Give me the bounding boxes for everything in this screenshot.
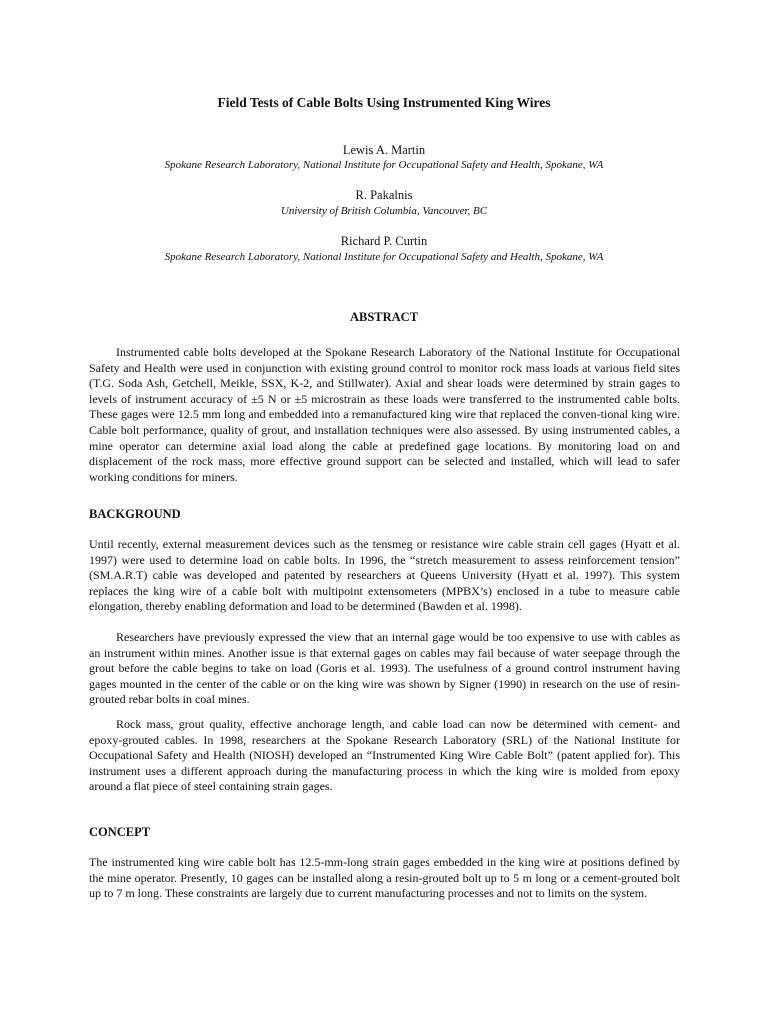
background-heading: BACKGROUND (89, 507, 181, 521)
author-affiliation-2: University of British Columbia, Vancouver, BC (280, 205, 488, 217)
abstract-text: Instrumented cable bolts developed at the Spokane Research Laboratory of the National Institute for Occupational Safety and Health were used in conjunction with existing ground control to monitor rock mass loads at various field sites (T.G. Soda Ash, Getchell, Meikle, SSX, K-2, and Stillwater). Axial and shear loads were determined by strain gages to levels of instrument accuracy of ±5 N or ±5 microstrain as these loads were transferred to the instrumented cable bolts. These gages were 12.5 mm long and embedded into a remanufactured king wire that replaced the conven-tional king wire. Cable bolt performance, quality of grout, and installation techniques were also assessed. By using instrumented cables, a mine operator can determine axial load along the cable at predefined gage locations. By monitoring load on and displacement of the rock mass, more effective ground support can be selected and installed, which will lead to safer working conditions for miners. (89, 345, 680, 484)
author-name-3: Richard P. Curtin (340, 234, 428, 248)
author-name-2: R. Pakalnis (355, 188, 413, 202)
background-paragraph-3: Rock mass, grout quality, effective anchorage length, and cable load can now be determined with cement- and epoxy-grouted cables. In 1998, researchers at the Spokane Research Laboratory (SRL) of the National Institute for Occupational Safety and Health (NIOSH) developed an “Instrumented King Wire Cable Bolt” (patent applied for). This instrument uses a different approach during the manufacturing process in which the king wire is molded from epoxy around a flat piece of steel containing strain gages. (89, 717, 680, 794)
background-paragraph-2: Researchers have previously expressed the view that an internal gage would be too expensive to use with cables as an instrument within mines. Another issue is that external gages on cables may fail because of water seepage through the grout before the cable begins to take on load (Goris et al. 1993). The usefulness of a ground control instrument having gages mounted in the center of the cable or on the king wire was shown by Signer (1990) in research on the use of resin-grouted rebar bolts in coal mines. (89, 630, 680, 707)
author-name-1: Lewis A. Martin (342, 143, 426, 157)
author-affiliation-3: Spokane Research Laboratory, National Institute for Occupational Safety and Health, Spokane, WA (164, 251, 604, 263)
abstract-heading: ABSTRACT (349, 310, 419, 324)
paper-title: Field Tests of Cable Bolts Using Instrumented King Wires (217, 95, 551, 110)
author-affiliation-1: Spokane Research Laboratory, National Institute for Occupational Safety and Health, Spokane, WA (164, 159, 604, 171)
concept-text: The instrumented king wire cable bolt has 12.5-mm-long strain gages embedded in the king wire at positions defined by the mine operator. Presently, 10 gages can be installed along a resin-grouted bolt up to 5 m long or a cement-grouted bolt up to 7 m long. These constraints are largely due to current manufacturing processes and not to limits on the system. (89, 855, 680, 901)
concept-heading: CONCEPT (89, 825, 151, 839)
background-paragraph-1: Until recently, external measurement devices such as the tensmeg or resistance wire cable strain cell gages (Hyatt et al. 1997) were used to determine load on cable bolts. In 1996, the “stretch measurement to assess reinforcement tension” (SM.A.R.T) cable was developed and patented by researchers at Queens University (Hyatt et al. 1997). This system replaces the king wire of a cable bolt with multipoint extensometers (MPBX’s) enclosed in a tube to measure cable elongation, thereby enabling deformation and load to be determined (Bawden et al. 1998). (89, 537, 680, 614)
